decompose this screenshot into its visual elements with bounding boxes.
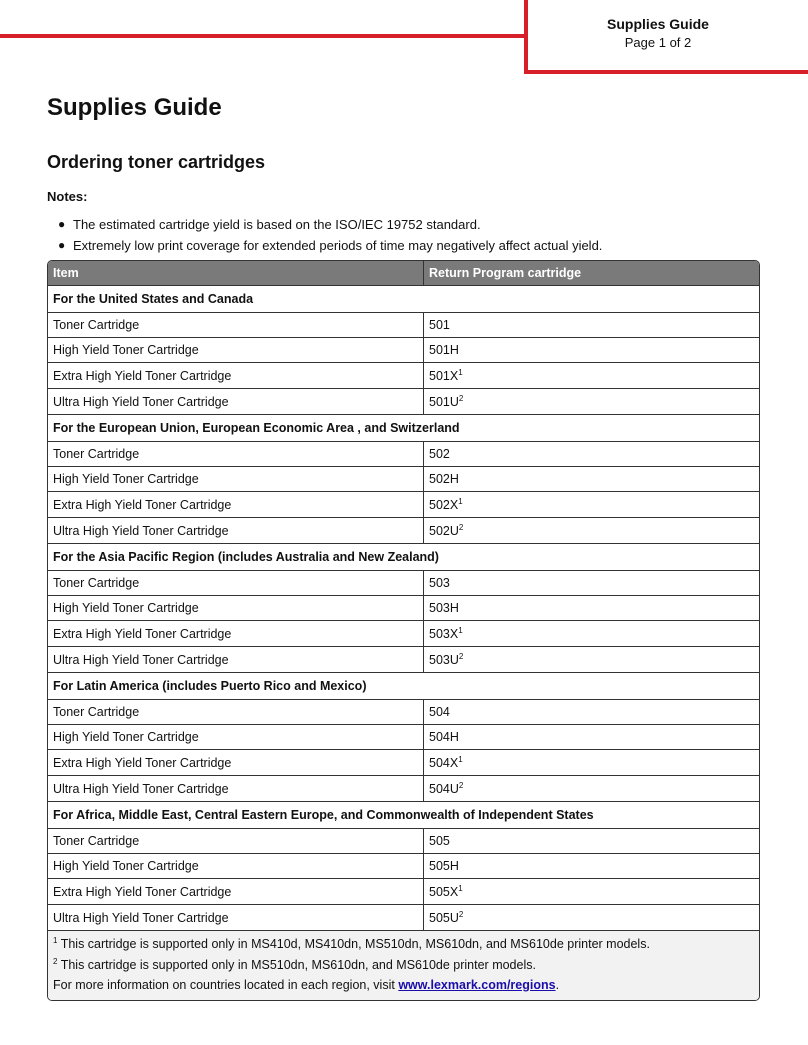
item-cell: Extra High Yield Toner Cartridge (48, 363, 424, 389)
cartridge-code-cell (424, 518, 760, 544)
cartridge-code: 504H (429, 730, 459, 744)
footnote-2 (53, 955, 754, 976)
cartridge-code-cell (424, 725, 760, 750)
column-header-item: Item (48, 261, 424, 286)
cartridge-code-cell (424, 905, 760, 931)
running-header-title: Supplies Guide (607, 16, 709, 32)
footnote-mark: 1 (458, 367, 463, 377)
footnote-mark: 2 (458, 651, 464, 661)
note-text: The estimated cartridge yield is based on the ISO/IEC 19752 standard. (73, 217, 481, 232)
cartridge-code-cell (424, 700, 760, 725)
footnote-mark: 2 (458, 393, 464, 403)
cartridge-code-cell (424, 647, 760, 673)
cartridge-code-cell (424, 621, 760, 647)
cartridge-code: 501H (429, 343, 459, 357)
region-row (48, 544, 759, 571)
footnote-text: This cartridge is supported only in MS410d, MS410dn, MS510dn, MS610dn, and MS610de printer models. (60, 937, 650, 951)
footnotes-cell (48, 931, 759, 1000)
table-row (48, 621, 759, 647)
region-row (48, 286, 759, 313)
footnote-mark: 1 (458, 496, 463, 506)
cartridge-code: 503H (429, 601, 459, 615)
bullet-icon: ● (58, 238, 66, 252)
cartridge-code-cell (424, 492, 760, 518)
item-cell: Extra High Yield Toner Cartridge (48, 750, 424, 776)
cartridge-code: 502U (429, 523, 459, 538)
footnote-mark: 1 (53, 936, 58, 945)
footnote-mark: 2 (458, 780, 464, 790)
cartridge-code-cell (424, 776, 760, 802)
region-heading: For Latin America (includes Puerto Rico and Mexico) (48, 673, 759, 700)
item-cell: High Yield Toner Cartridge (48, 338, 424, 363)
cartridge-code-cell (424, 750, 760, 776)
item-cell: Ultra High Yield Toner Cartridge (48, 518, 424, 544)
item-cell: Ultra High Yield Toner Cartridge (48, 905, 424, 931)
table-row (48, 467, 759, 492)
table-row (48, 313, 759, 338)
footnote-more-info (53, 975, 754, 996)
cartridge-code: 505 (429, 834, 450, 848)
cartridge-code: 505X (429, 884, 459, 899)
item-cell: Toner Cartridge (48, 313, 424, 338)
footnote-mark: 1 (458, 625, 463, 635)
table-row (48, 338, 759, 363)
region-row (48, 415, 759, 442)
cartridge-code: 503 (429, 576, 450, 590)
region-heading: For the United States and Canada (48, 286, 759, 313)
cartridge-code: 501U (429, 394, 459, 409)
bullet-icon: ● (58, 217, 66, 231)
table-row (48, 854, 759, 879)
note-text: Extremely low print coverage for extended periods of time may negatively affect actual yield. (73, 238, 603, 253)
cartridge-code: 501X (429, 368, 459, 383)
regions-link[interactable]: www.lexmark.com/regions (398, 978, 556, 992)
cartridge-code: 505H (429, 859, 459, 873)
table-row (48, 442, 759, 467)
item-cell: High Yield Toner Cartridge (48, 596, 424, 621)
cartridge-code: 502 (429, 447, 450, 461)
table-row (48, 725, 759, 750)
table-row (48, 905, 759, 931)
cartridge-code: 504X (429, 755, 459, 770)
item-cell: Toner Cartridge (48, 442, 424, 467)
item-cell: High Yield Toner Cartridge (48, 725, 424, 750)
cartridge-code-cell (424, 363, 760, 389)
cartridge-code-cell (424, 829, 760, 854)
note-item (58, 235, 602, 256)
item-cell: Extra High Yield Toner Cartridge (48, 621, 424, 647)
table-row (48, 879, 759, 905)
footnote-mark: 2 (53, 956, 58, 966)
cartridge-code-cell (424, 338, 760, 363)
region-row (48, 673, 759, 700)
table-row (48, 571, 759, 596)
page-title: Supplies Guide (47, 94, 222, 121)
table-body (48, 286, 759, 931)
footnote-mark: 2 (458, 909, 464, 919)
item-cell: Toner Cartridge (48, 571, 424, 596)
cartridge-code-cell (424, 313, 760, 338)
cartridge-code-cell (424, 596, 760, 621)
table-row (48, 389, 759, 415)
page-number: Page 1 of 2 (624, 35, 692, 50)
cartridge-code-cell (424, 854, 760, 879)
table-row (48, 700, 759, 725)
region-heading: For the European Union, European Economic Area , and Switzerland (48, 415, 759, 442)
header-red-underline (524, 70, 808, 74)
footnote-mark: 1 (458, 754, 463, 764)
column-header-return-program: Return Program cartridge (424, 261, 760, 286)
item-cell: Toner Cartridge (48, 700, 424, 725)
footnote-mark: 2 (458, 522, 464, 532)
cartridge-code: 503X (429, 626, 459, 641)
section-title: Ordering toner cartridges (47, 152, 266, 172)
item-cell: Extra High Yield Toner Cartridge (48, 879, 424, 905)
footnote-1 (53, 934, 754, 955)
cartridge-code-cell (424, 442, 760, 467)
table-footnotes (48, 931, 759, 1000)
table-row (48, 829, 759, 854)
table-row (48, 776, 759, 802)
more-info-text: For more information on countries located in each region, visit (53, 978, 395, 992)
region-row (48, 802, 759, 829)
cartridge-code: 501 (429, 318, 450, 332)
cartridge-table (47, 260, 760, 1001)
notes-list (58, 214, 602, 256)
more-info-period: . (555, 978, 560, 992)
item-cell: Ultra High Yield Toner Cartridge (48, 647, 424, 673)
cartridge-code: 504 (429, 705, 450, 719)
item-cell: High Yield Toner Cartridge (48, 854, 424, 879)
cartridge-code-cell (424, 571, 760, 596)
cartridge-code: 504U (429, 781, 459, 796)
cartridge-code: 503U (429, 652, 459, 667)
item-cell: Toner Cartridge (48, 829, 424, 854)
item-cell: Extra High Yield Toner Cartridge (48, 492, 424, 518)
cartridge-code-cell (424, 879, 760, 905)
item-cell: High Yield Toner Cartridge (48, 467, 424, 492)
cartridge-code: 502X (429, 497, 459, 512)
cartridge-code: 502H (429, 472, 459, 486)
cartridge-code: 505U (429, 910, 459, 925)
item-cell: Ultra High Yield Toner Cartridge (48, 389, 424, 415)
running-header (528, 15, 788, 51)
cartridge-code-cell (424, 467, 760, 492)
table-row (48, 750, 759, 776)
table-row (48, 596, 759, 621)
table-row (48, 647, 759, 673)
region-heading: For the Asia Pacific Region (includes Australia and New Zealand) (48, 544, 759, 571)
cartridge-code-cell (424, 389, 760, 415)
notes-label: Notes: (47, 189, 88, 204)
header-red-rule (0, 34, 528, 38)
note-item (58, 214, 602, 235)
item-cell: Ultra High Yield Toner Cartridge (48, 776, 424, 802)
footnote-text: This cartridge is supported only in MS510dn, MS610dn, and MS610de printer models. (60, 957, 536, 972)
region-heading: For Africa, Middle East, Central Eastern Europe, and Commonwealth of Independent States (48, 802, 759, 829)
table-row (48, 363, 759, 389)
footnote-mark: 1 (458, 883, 463, 893)
table-row (48, 518, 759, 544)
table-row (48, 492, 759, 518)
